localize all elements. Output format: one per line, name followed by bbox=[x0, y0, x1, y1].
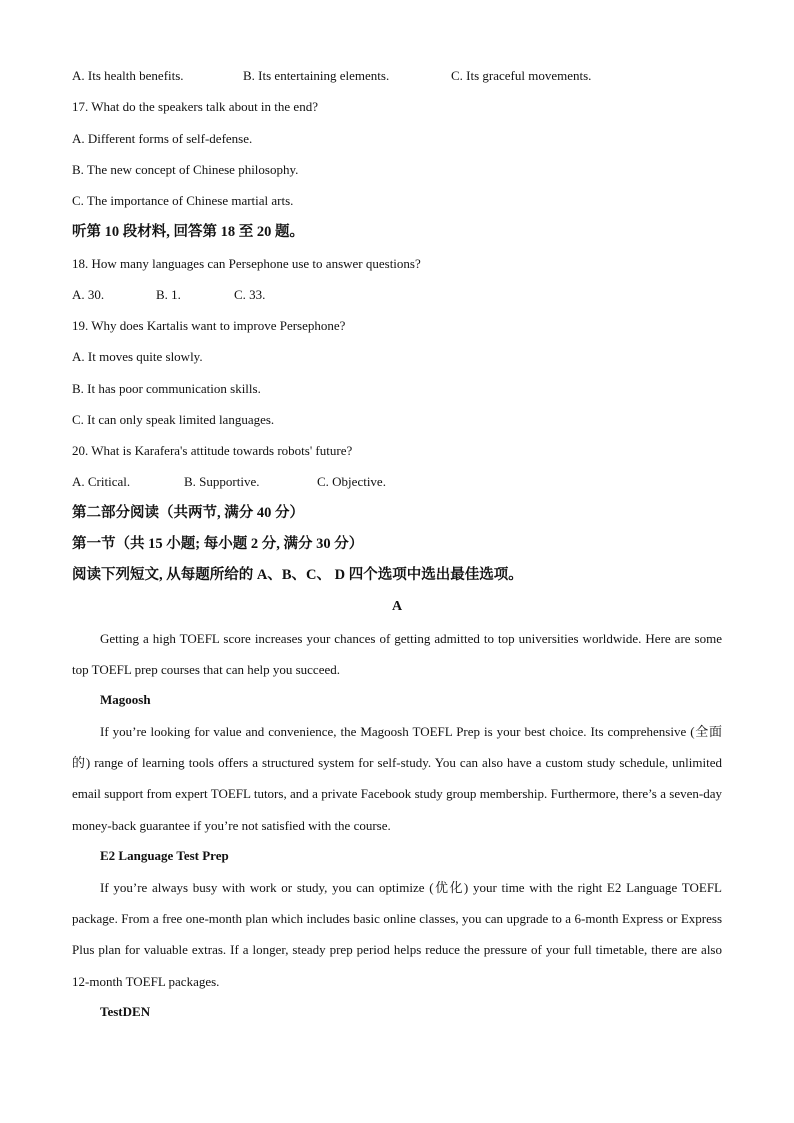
q18-option-a: A. 30. bbox=[72, 287, 105, 302]
q18-question: 18. How many languages can Persephone use to answer questions? bbox=[72, 256, 421, 271]
reading-instruction: 阅读下列短文, 从每题所给的 A、B、C、 D 四个选项中选出最佳选项。 bbox=[72, 567, 523, 583]
magoosh-paragraph: If you’re looking for value and convenience, the Magoosh TOEFL Prep is your best choice. Its comprehensive (全面的) range of learning tools offers a structured system for self-study. You can also have a custom study schedule, unlimited email support from expert TOEFL tutors, and a private Facebook study group membership. Furthermore, there’s a seven-day money-back guarantee if you’re not satisfied with the course. bbox=[72, 724, 722, 833]
q16-option-c: C. Its graceful movements. bbox=[451, 68, 592, 83]
q18-option-c: C. 33. bbox=[234, 287, 266, 302]
testden-title: TestDEN bbox=[100, 1004, 151, 1019]
q17-option-a: A. Different forms of self-defense. bbox=[72, 131, 253, 146]
intro-paragraph: Getting a high TOEFL score increases your chances of getting admitted to top universities worldwide. Here are some top TOEFL prep courses that can help you succeed. bbox=[72, 631, 722, 678]
q17-question: 17. What do the speakers talk about in the end? bbox=[72, 99, 318, 114]
q16-option-a: A. Its health benefits. bbox=[72, 68, 184, 83]
e2-title: E2 Language Test Prep bbox=[100, 848, 229, 863]
q20-options bbox=[72, 474, 386, 490]
q19-question: 19. Why does Kartalis want to improve Persephone? bbox=[72, 318, 346, 333]
q17-option-b: B. The new concept of Chinese philosophy. bbox=[72, 162, 299, 177]
q19-option-c: C. It can only speak limited languages. bbox=[72, 412, 275, 427]
q19-option-b: B. It has poor communication skills. bbox=[72, 381, 261, 396]
q16-options bbox=[72, 68, 591, 84]
q16-option-b: B. Its entertaining elements. bbox=[243, 68, 390, 83]
q20-option-c: C. Objective. bbox=[317, 474, 386, 489]
part2-heading: 第二部分阅读（共两节, 满分 40 分） bbox=[72, 505, 304, 521]
q20-question: 20. What is Karafera's attitude towards robots' future? bbox=[72, 443, 353, 458]
e2-paragraph: If you’re always busy with work or study, you can optimize (优化) your time with the right E2 Language TOEFL package. From a free one-month plan which includes basic online classes, you can upgrade to a 6-month Express or Express Plus plan for valuable extras. If a longer, steady prep period helps reduce the pressure of your full timetable, there are also 12-month TOEFL packages. bbox=[72, 880, 722, 989]
q20-option-b: B. Supportive. bbox=[184, 474, 260, 489]
q17-option-c: C. The importance of Chinese martial arts. bbox=[72, 193, 294, 208]
passage-label: A bbox=[391, 599, 403, 614]
q18-option-b: B. 1. bbox=[156, 287, 181, 302]
magoosh-title: Magoosh bbox=[100, 692, 151, 707]
q19-option-a: A. It moves quite slowly. bbox=[72, 349, 203, 364]
q18-options bbox=[72, 287, 265, 303]
q20-option-a: A. Critical. bbox=[72, 474, 131, 489]
section1-heading: 第一节（共 15 小题; 每小题 2 分, 满分 30 分） bbox=[72, 536, 364, 552]
section10-instruction: 听第 10 段材料, 回答第 18 至 20 题。 bbox=[72, 224, 304, 240]
